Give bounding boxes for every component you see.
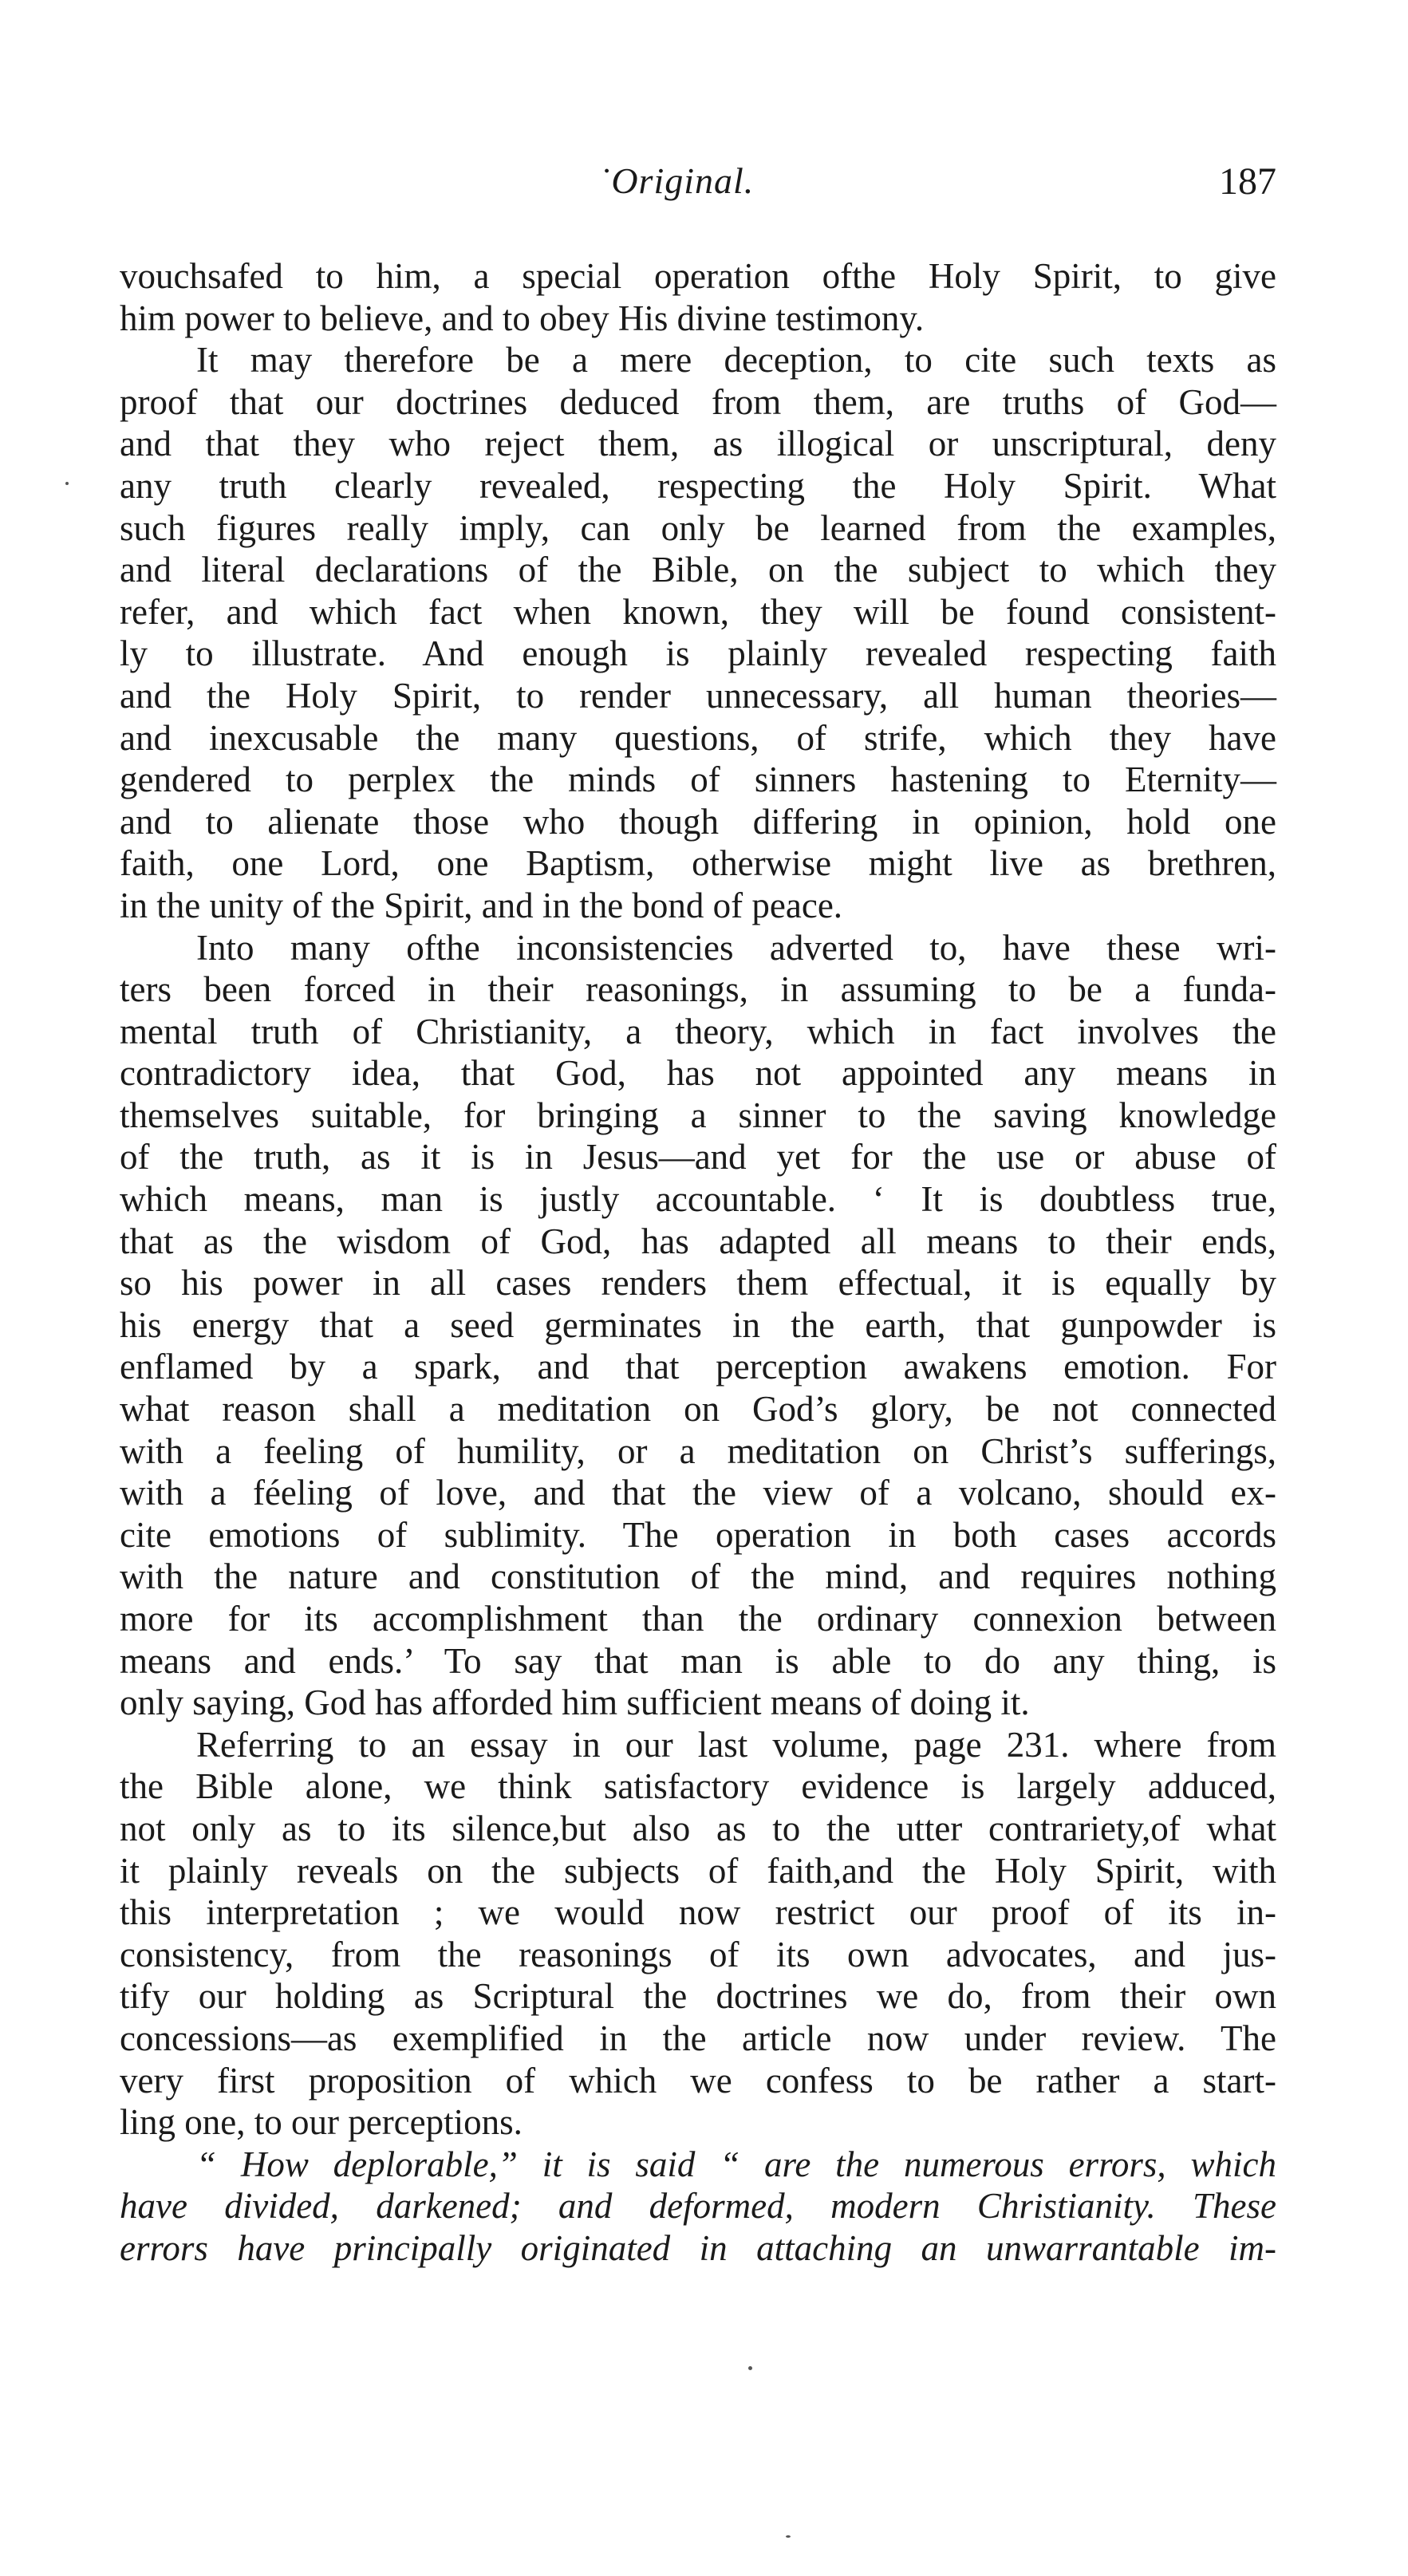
- text-line: such figures really imply, can only be learned from the examples,: [120, 507, 1276, 548]
- text-line: ly to illustrate. And enough is plainly revealed respecting faith: [120, 633, 1276, 674]
- text-line: enflamed by a spark, and that perception awakens emotion. For: [120, 1347, 1276, 1387]
- text-line: ling one, to our perceptions.: [120, 2102, 523, 2143]
- text-line: with a féeling of love, and that the view of a volcano, should ex-: [120, 1473, 1276, 1513]
- text-line: contradictory idea, that God, has not appointed any means in: [120, 1053, 1276, 1094]
- text-line: consistency, from the reasonings of its own advocates, and jus-: [120, 1934, 1276, 1974]
- text-line: vouchsafed to him, a special operation ofthe Holy Spirit, to give: [120, 256, 1276, 296]
- ink-speck: [786, 2535, 791, 2538]
- text-line: ters been forced in their reasonings, in assuming to be a funda-: [120, 969, 1276, 1010]
- running-title: ˙Original.: [598, 160, 755, 201]
- ink-speck: [748, 2366, 752, 2370]
- text-line: themselves suitable, for bringing a sinner to the saving knowledge: [120, 1095, 1276, 1135]
- text-line: and that they who reject them, as illogical or unscriptural, deny: [120, 424, 1276, 464]
- running-head: [120, 160, 1276, 215]
- text-line: what reason shall a meditation on God’s glory, be not connected: [120, 1389, 1276, 1430]
- paragraph-start-line: Into many ofthe inconsistencies adverted to, have these wri-: [196, 927, 1276, 968]
- text-line: with the nature and constitution of the mind, and requires nothing: [120, 1556, 1276, 1597]
- text-line: tify our holding as Scriptural the doctrines we do, from their own: [120, 1976, 1276, 2017]
- quotation-line: have divided, darkened; and deformed, modern Christianity. These: [120, 2186, 1276, 2227]
- text-line: gendered to perplex the minds of sinners hastening to Eternity—: [120, 759, 1276, 800]
- text-line: and inexcusable the many questions, of strife, which they have: [120, 717, 1276, 758]
- text-line: and to alienate those who though differing in opinion, hold one: [120, 801, 1276, 842]
- text-line: concessions—as exemplified in the article now under review. The: [120, 2018, 1276, 2058]
- text-line: this interpretation ; we would now restrict our proof of its in-: [120, 1892, 1276, 1933]
- text-line: and literal declarations of the Bible, on the subject to which they: [120, 550, 1276, 590]
- text-line: proof that our doctrines deduced from them, are truths of God—: [120, 381, 1276, 422]
- text-line: of the truth, as it is in Jesus—and yet for the use or abuse of: [120, 1137, 1276, 1178]
- text-line: with a feeling of humility, or a meditation on Christ’s sufferings,: [120, 1430, 1276, 1471]
- body-text: [120, 255, 1276, 2270]
- text-line: in the unity of the Spirit, and in the bond of peace.: [120, 885, 843, 925]
- text-line: only saying, God has afforded him sufficient means of doing it.: [120, 1682, 1030, 1723]
- text-line: that as the wisdom of God, has adapted all means to their ends,: [120, 1221, 1276, 1261]
- text-line: means and ends.’ To say that man is able to do any thing, is: [120, 1640, 1276, 1681]
- text-line: not only as to its silence,but also as to the utter contrariety,of what: [120, 1808, 1276, 1848]
- ink-speck: [65, 482, 69, 485]
- paragraph-start-line: It may therefore be a mere deception, to cite such texts as: [196, 340, 1276, 381]
- paragraph-start-line: Referring to an essay in our last volume, page 231. where from: [196, 1724, 1276, 1765]
- quotation-line: errors have principally originated in attaching an unwarrantable im-: [120, 2227, 1276, 2268]
- text-line: so his power in all cases renders them effectual, it is equally by: [120, 1263, 1276, 1304]
- text-line: cite emotions of sublimity. The operation in both cases accords: [120, 1514, 1276, 1555]
- text-line: which means, man is justly accountable. ‘ It is doubtless true,: [120, 1179, 1276, 1220]
- text-line: the Bible alone, we think satisfactory evidence is largely adduced,: [120, 1766, 1276, 1807]
- text-line: very first proposition of which we confess to be rather a start-: [120, 2060, 1276, 2101]
- text-line: more for its accomplishment than the ordinary connexion between: [120, 1599, 1276, 1639]
- text-line: his energy that a seed germinates in the earth, that gunpowder is: [120, 1304, 1276, 1345]
- text-line: refer, and which fact when known, they will be found consistent-: [120, 591, 1276, 632]
- text-line: and the Holy Spirit, to render unnecessary, all human theories—: [120, 675, 1276, 716]
- text-line: faith, one Lord, one Baptism, otherwise might live as brethren,: [120, 843, 1276, 884]
- text-line: him power to believe, and to obey His divine testimony.: [120, 298, 925, 338]
- page-number: 187: [1219, 160, 1276, 203]
- quotation-line: “ How deplorable,” it is said “ are the numerous errors, which: [196, 2144, 1276, 2184]
- text-line: any truth clearly revealed, respecting the Holy Spirit. What: [120, 465, 1276, 506]
- text-line: mental truth of Christianity, a theory, which in fact involves the: [120, 1011, 1276, 1051]
- text-line: it plainly reveals on the subjects of faith,and the Holy Spirit, with: [120, 1850, 1276, 1891]
